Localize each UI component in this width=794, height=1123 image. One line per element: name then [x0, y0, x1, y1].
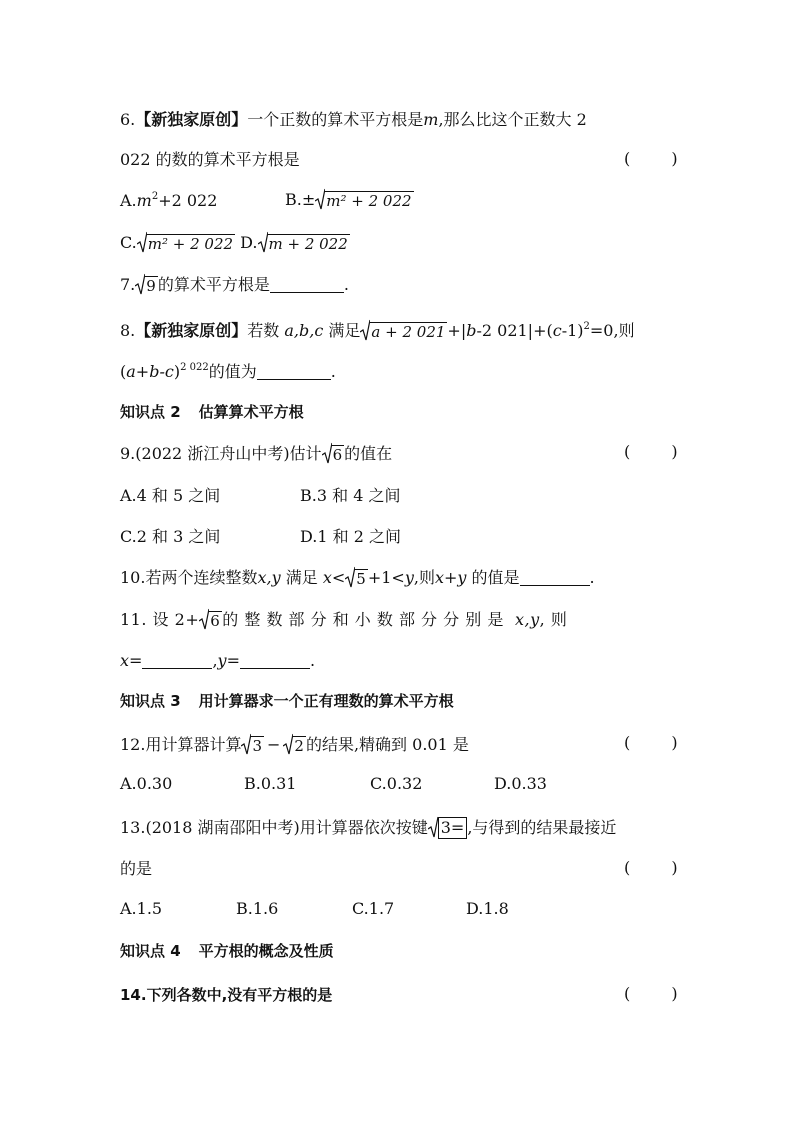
- q6-tag: 【新独家原创】: [135, 110, 248, 129]
- q6-line1: [120, 109, 587, 131]
- q6-options-row1: [120, 190, 217, 212]
- q6-text3: 022 的数的算术平方根是: [120, 150, 300, 169]
- q9-optA: A.4 和 5 之间: [120, 486, 221, 505]
- q11-answer-blank-x[interactable]: [142, 652, 212, 669]
- q6-options-row2: [120, 231, 350, 254]
- sqrt-icon: a + 2 021: [360, 319, 447, 341]
- sqrt-icon: 6: [322, 442, 345, 464]
- q11-answer-blank-y[interactable]: [240, 652, 310, 669]
- q6-text2: ,那么比这个正数大 2: [438, 110, 587, 129]
- q11-line2: x= ,y= .: [120, 651, 316, 670]
- q6-optA: $A.m^2+2$ 022: [120, 191, 218, 210]
- q12-optC: C.0.32: [370, 774, 423, 793]
- q9-optB: B.3 和 4 之间: [300, 486, 401, 505]
- q8-answer-blank[interactable]: [257, 363, 331, 380]
- q12-optD: D.0.33: [494, 774, 547, 793]
- q13-line1: 13.(2018 湖南邵阳中考)用计算器依次按键 3= ,与得到的结果最接近: [120, 818, 617, 837]
- q12-optB: B.0.31: [244, 774, 297, 793]
- q14-line: 14.下列各数中,没有平方根的是: [120, 986, 333, 1004]
- section-heading-k3: 知识点 3 用计算器求一个正有理数的算术平方根: [120, 692, 454, 710]
- q6-optD: D. m + 2 022: [240, 233, 348, 253]
- q13-optC: C.1.7: [352, 899, 395, 918]
- section-heading-k2: 知识点 2 估算算术平方根: [120, 403, 304, 421]
- sqrt-icon: m + 2 022: [258, 231, 350, 253]
- sqrt-icon: 6: [199, 608, 222, 630]
- q13-answer-paren: ( ): [624, 858, 696, 877]
- sqrt-icon: m² + 2 022: [315, 188, 413, 210]
- sqrt-icon: m² + 2 022: [137, 231, 235, 253]
- q14-answer-paren: ( ): [624, 984, 696, 1003]
- q13-optD: D.1.8: [466, 899, 509, 918]
- q9-line: 9.(2022 浙江舟山中考)估计 6 的值在: [120, 444, 393, 464]
- q13-optA: A.1.5: [120, 899, 163, 918]
- q12-answer-paren: ( ): [624, 733, 696, 752]
- q6-number: 6.: [120, 110, 136, 129]
- q6-answer-paren: ( ): [624, 149, 696, 168]
- q10-answer-blank[interactable]: [520, 569, 590, 586]
- q8-line1: 8.【新独家原创】若数 a,b,c 满足 a + 2 021 +|b-2 $021|+(c-1)^2=0$,则: [120, 321, 635, 341]
- q6-m: m: [423, 110, 439, 129]
- q12-line: 12.用计算器计算 3 − 2 的结果,精确到 0.01 是: [120, 735, 469, 755]
- calculator-key: 3=: [438, 817, 468, 839]
- q9-optD: D.1 和 2 之间: [300, 527, 401, 546]
- q6-optB: B.± m² + 2 022: [285, 190, 412, 210]
- sqrt-icon: 3: [241, 733, 264, 755]
- q13-line2: 的是: [120, 859, 153, 878]
- sqrt-icon: 2: [283, 733, 306, 755]
- section-heading-k4: 知识点 4 平方根的概念及性质: [120, 942, 334, 960]
- q6-text1: 一个正数的算术平方根是: [247, 110, 424, 129]
- sqrt-icon: 5: [345, 566, 368, 588]
- q11-line1: 11. 设 2+ 6 的 整 数 部 分 和 小 数 部 分 分 别 是 x,y, 则: [120, 610, 568, 630]
- q6-line2: [120, 149, 300, 171]
- q7-answer-blank[interactable]: [270, 276, 344, 293]
- q9-answer-paren: ( ): [624, 442, 696, 461]
- q8-line2: $(a+b-c)^{2 022}$的值为 .: [120, 362, 336, 381]
- q6-optC: C. m² + 2 022: [120, 233, 234, 253]
- q12-optA: A.0.30: [120, 774, 173, 793]
- q7-line: 7. 9 的算术平方根是 .: [120, 275, 349, 295]
- q9-optC: C.2 和 3 之间: [120, 527, 221, 546]
- q10-line: 10.若两个连续整数x,y 满足 x< 5 +1<y,则x+y 的值是 .: [120, 568, 595, 588]
- calculator-sqrt-key-icon: [428, 816, 438, 838]
- q13-optB: B.1.6: [236, 899, 279, 918]
- sqrt-icon: 9: [135, 273, 158, 295]
